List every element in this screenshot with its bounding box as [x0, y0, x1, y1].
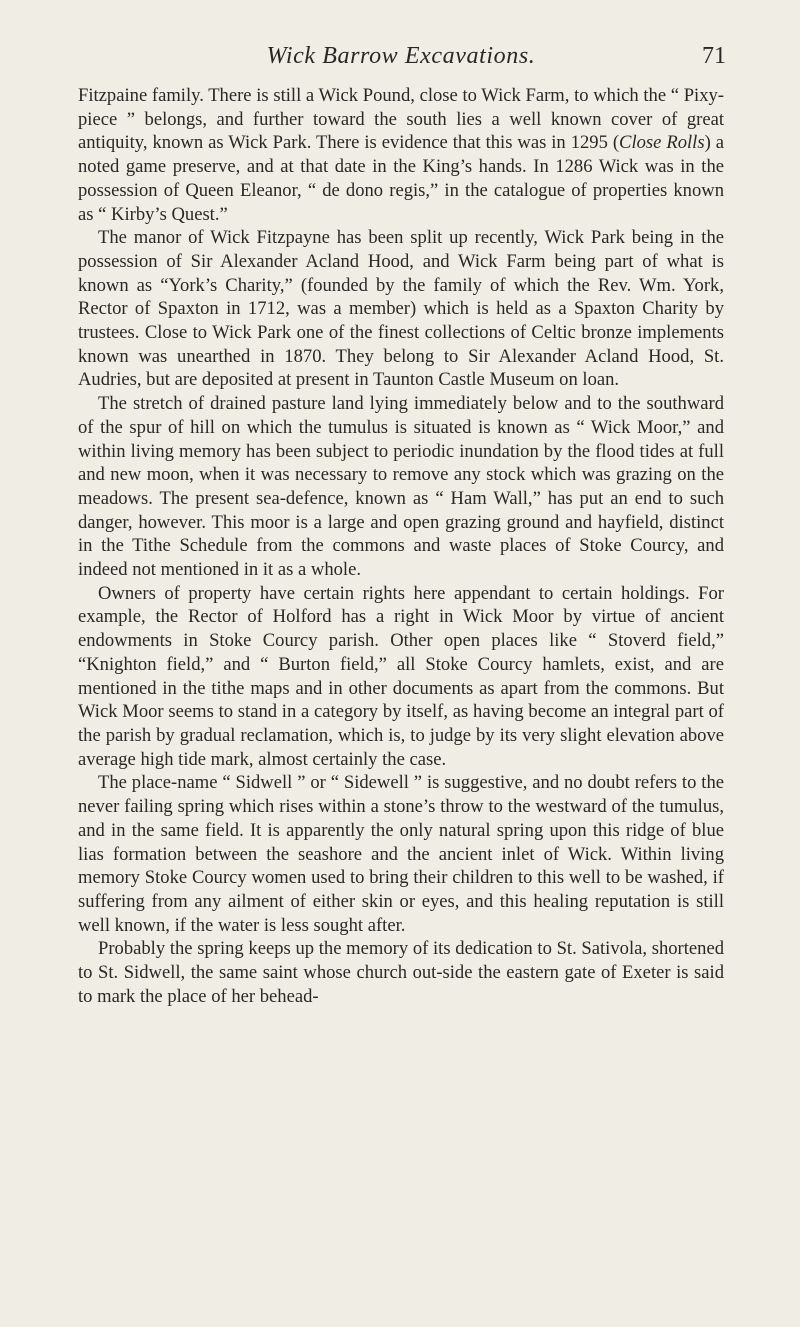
- running-title: Wick Barrow Excavations.: [266, 43, 536, 69]
- paragraph-manor: [78, 226, 724, 392]
- italic-citation-close-rolls: Close Rolls: [619, 132, 705, 154]
- text-run: The place-name “ Sidwell ” or “ Sidewell ” is suggestive, and no doubt refers to the never failing spring which rises within a stone’s throw to the westward of the tumulus, and in the same field. It is apparently the only natural spring upon this ridge of blue lias formation between the seashore and the ancient inlet of Wick. Within living memory Stoke Courcy women used to bring their children to this well to be washed, if suffering from any ailment of either skin or eyes, and this healing reputation is still well known, if the water is less sought after.: [78, 772, 724, 936]
- text-run: ) a noted game preserve, and at that date in the King’s hands. In 1286 Wick was in the possession of Queen Eleanor, “ de dono regis,” in the catalogue of properties known as “ Kirby’s Quest.”: [78, 132, 724, 225]
- paragraph-wick-moor: [78, 392, 724, 582]
- paragraph-owners-rights: [78, 582, 724, 772]
- text-run: The manor of Wick Fitzpayne has been split up recently, Wick Park being in the possession of Sir Alexander Acland Hood, and Wick Farm being part of what is known as “York’s Charity,” (founded by the family of which the Rev. Wm. York, Rector of Spaxton in 1712, was a member) which is held as a Spaxton Charity by trustees. Close to Wick Park one of the finest collections of Celtic bronze implements known was unearthed in 1870. They belong to Sir Alexander Acland Hood, St. Audries, but are deposited at present in Taunton Castle Museum on loan.: [78, 227, 724, 391]
- body-text: [78, 84, 724, 1008]
- running-header: [78, 0, 724, 70]
- text-run: Owners of property have certain rights here appendant to certain holdings. For example, the Rector of Holford has a right in Wick Moor by virtue of ancient endowments in Stoke Courcy parish. Other open places like “ Stoverd field,” “Knighton field,” and “ Burton field,” all Stoke Courcy hamlets, exist, and are mentioned in the tithe maps and in other documents as apart from the commons. But Wick Moor seems to stand in a category by itself, as having become an integral part of the parish by gradual reclamation, which is, to judge by its very slight elevation above average high tide mark, almost certainly the case.: [78, 582, 724, 770]
- paragraph-wick-park: [78, 84, 724, 226]
- page-number: 71: [702, 43, 726, 69]
- text-run: The stretch of drained pasture land lying immediately below and to the southward of the spur of hill on which the tumulus is situated is known as “ Wick Moor,” and within living memory has been subject to periodic inundation by the flood tides at full and new moon, when it was necessary to remove any stock which was grazing on the meadows. The present sea-defence, known as “ Ham Wall,” has put an end to such danger, however. This moor is a large and open grazing ground and hayfield, distinct in the Tithe Schedule from the commons and waste places of Stoke Courcy, and indeed not mentioned in it as a whole.: [78, 393, 724, 581]
- text-run: Fitzpaine family. There is still a Wick Pound, close to Wick Farm, to which the “ Pixy-piece ” belongs, and further toward the south lies a well known cover of great antiquity, known as Wick Park. There is evidence that this was in 1295 (: [78, 85, 724, 154]
- text-run: Probably the spring keeps up the memory of its dedication to St. Sativola, shortened to St. Sidwell, the same saint whose church out-side the eastern gate of Exeter is said to mark the place of her behead-: [78, 938, 724, 1007]
- paragraph-st-sativola: [78, 937, 724, 1008]
- paragraph-sidwell: [78, 771, 724, 937]
